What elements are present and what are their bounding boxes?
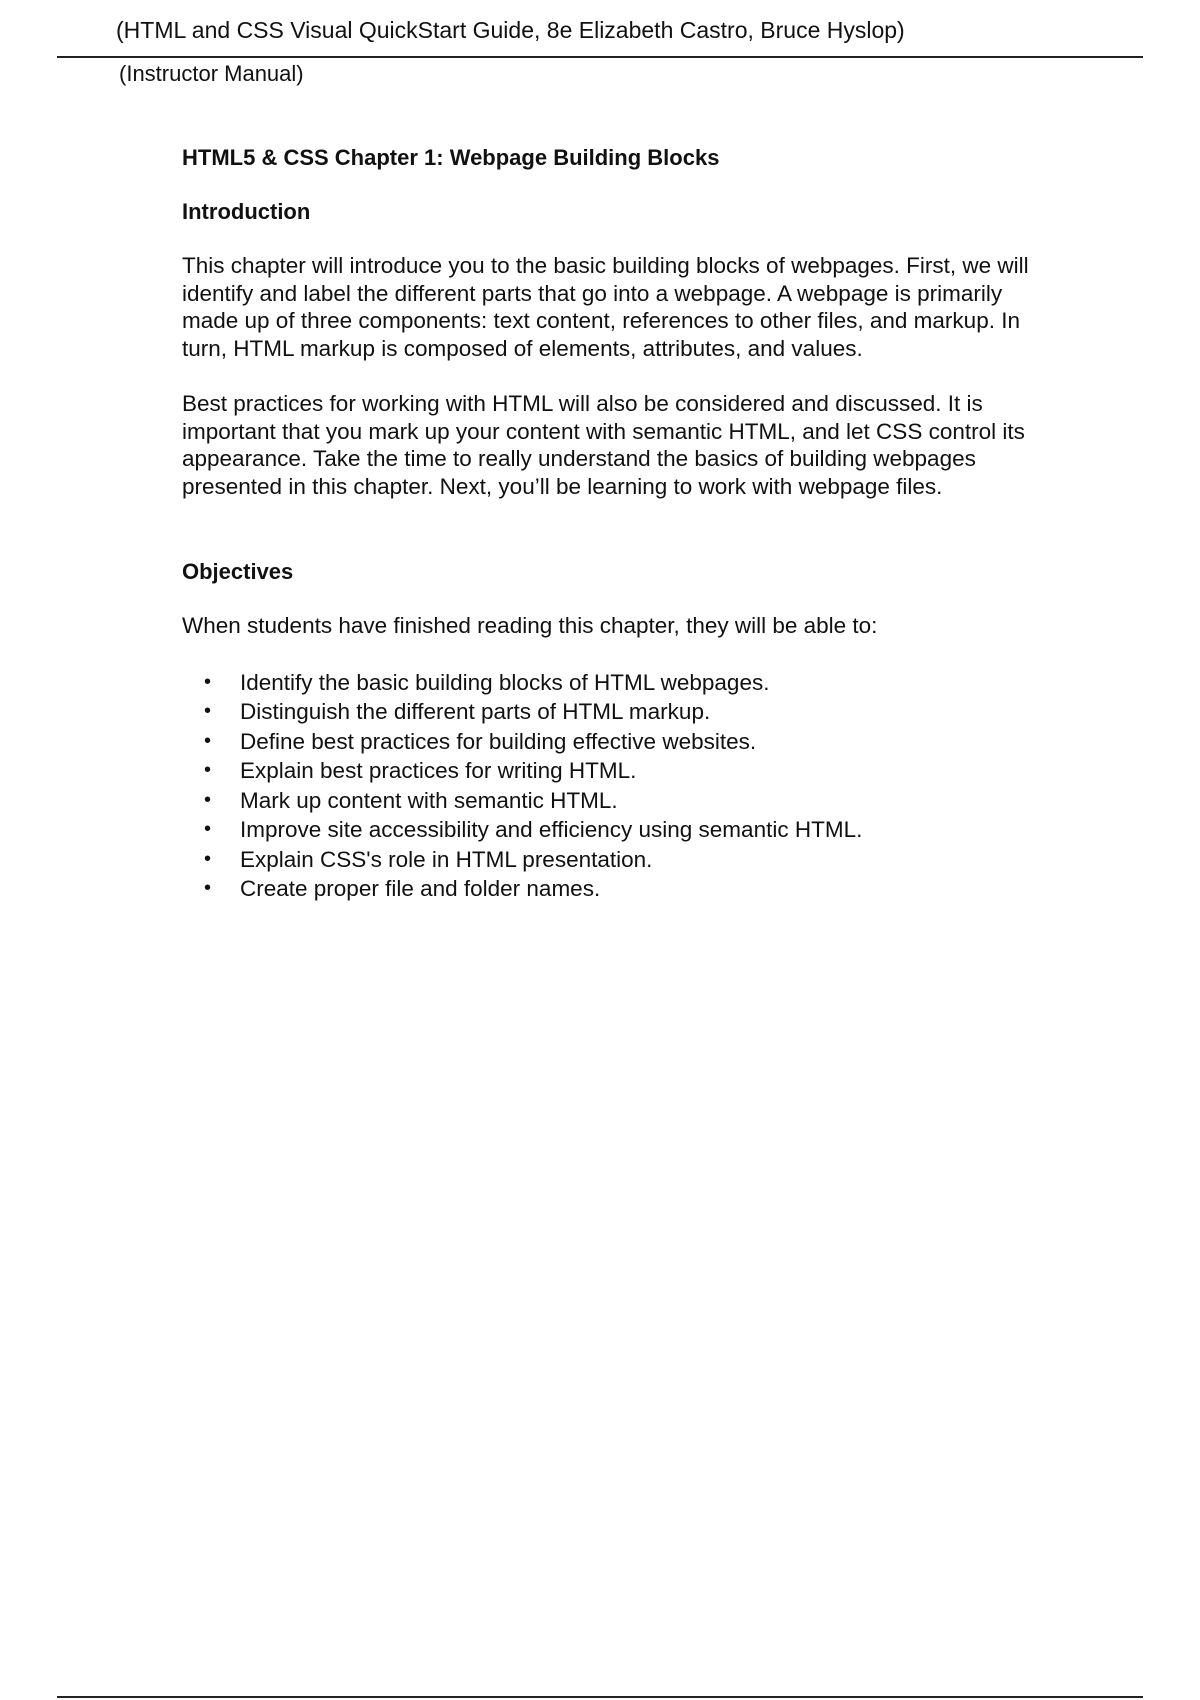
objectives-section <box>182 558 1062 904</box>
section-spacer <box>182 528 1062 558</box>
objectives-intro: When students have finished reading this chapter, they will be able to: <box>182 613 878 638</box>
list-item-text: Define best practices for building effective websites. <box>240 728 757 754</box>
bullet-icon: • <box>204 877 212 899</box>
list-item-text: Explain best practices for writing HTML. <box>240 758 637 783</box>
bullet-icon: • <box>204 670 212 693</box>
footer-divider <box>57 1696 1143 1698</box>
objectives-list <box>182 668 1062 904</box>
list-item <box>182 756 1062 786</box>
list-item <box>182 668 1062 698</box>
introduction-paragraph: This chapter will introduce you to the basic building blocks of webpages. First, we will identify and label the different parts that go into a webpage. A webpage is primarily made up of three components: text content, references to other files, and markup. In turn, HTML markup is composed of elements, attributes, and values. <box>182 253 1029 361</box>
list-item-text: Explain CSS's role in HTML presentation. <box>240 846 653 872</box>
header-divider <box>57 56 1143 58</box>
bullet-icon: • <box>204 847 212 870</box>
bullet-icon: • <box>204 818 212 840</box>
manual-label: (Instructor Manual) <box>119 61 304 86</box>
list-item <box>182 845 1062 875</box>
bullet-icon: • <box>204 700 212 722</box>
bullet-icon: • <box>204 729 212 752</box>
list-item-text: Improve site accessibility and efficiency using semantic HTML. <box>240 817 863 842</box>
book-title: (HTML and CSS Visual QuickStart Guide, 8e Elizabeth Castro, Bruce Hyslop) <box>116 17 905 43</box>
document-body <box>182 144 1062 904</box>
list-item-text: Create proper file and folder names. <box>240 876 601 901</box>
list-item <box>182 786 1062 816</box>
list-item <box>182 815 1062 845</box>
objectives-heading: Objectives <box>182 559 294 584</box>
introduction-paragraph: Best practices for working with HTML will also be considered and discussed. It is important that you mark up your content with semantic HTML, and let CSS control its appearance. Take the time to really understand the basics of building webpages presented in this chapter. Next, you’ll be learning to work with webpage files. <box>182 391 1025 499</box>
introduction-heading: Introduction <box>182 199 311 224</box>
list-item <box>182 697 1062 727</box>
list-item <box>182 727 1062 757</box>
list-item-text: Distinguish the different parts of HTML markup. <box>240 699 711 724</box>
list-item-text: Mark up content with semantic HTML. <box>240 787 618 813</box>
bullet-icon: • <box>204 759 212 781</box>
list-item <box>182 874 1062 904</box>
bullet-icon: • <box>204 788 212 811</box>
list-item-text: Identify the basic building blocks of HTML webpages. <box>240 669 770 695</box>
chapter-title: HTML5 & CSS Chapter 1: Webpage Building Blocks <box>182 145 720 170</box>
introduction-section <box>182 198 1062 500</box>
